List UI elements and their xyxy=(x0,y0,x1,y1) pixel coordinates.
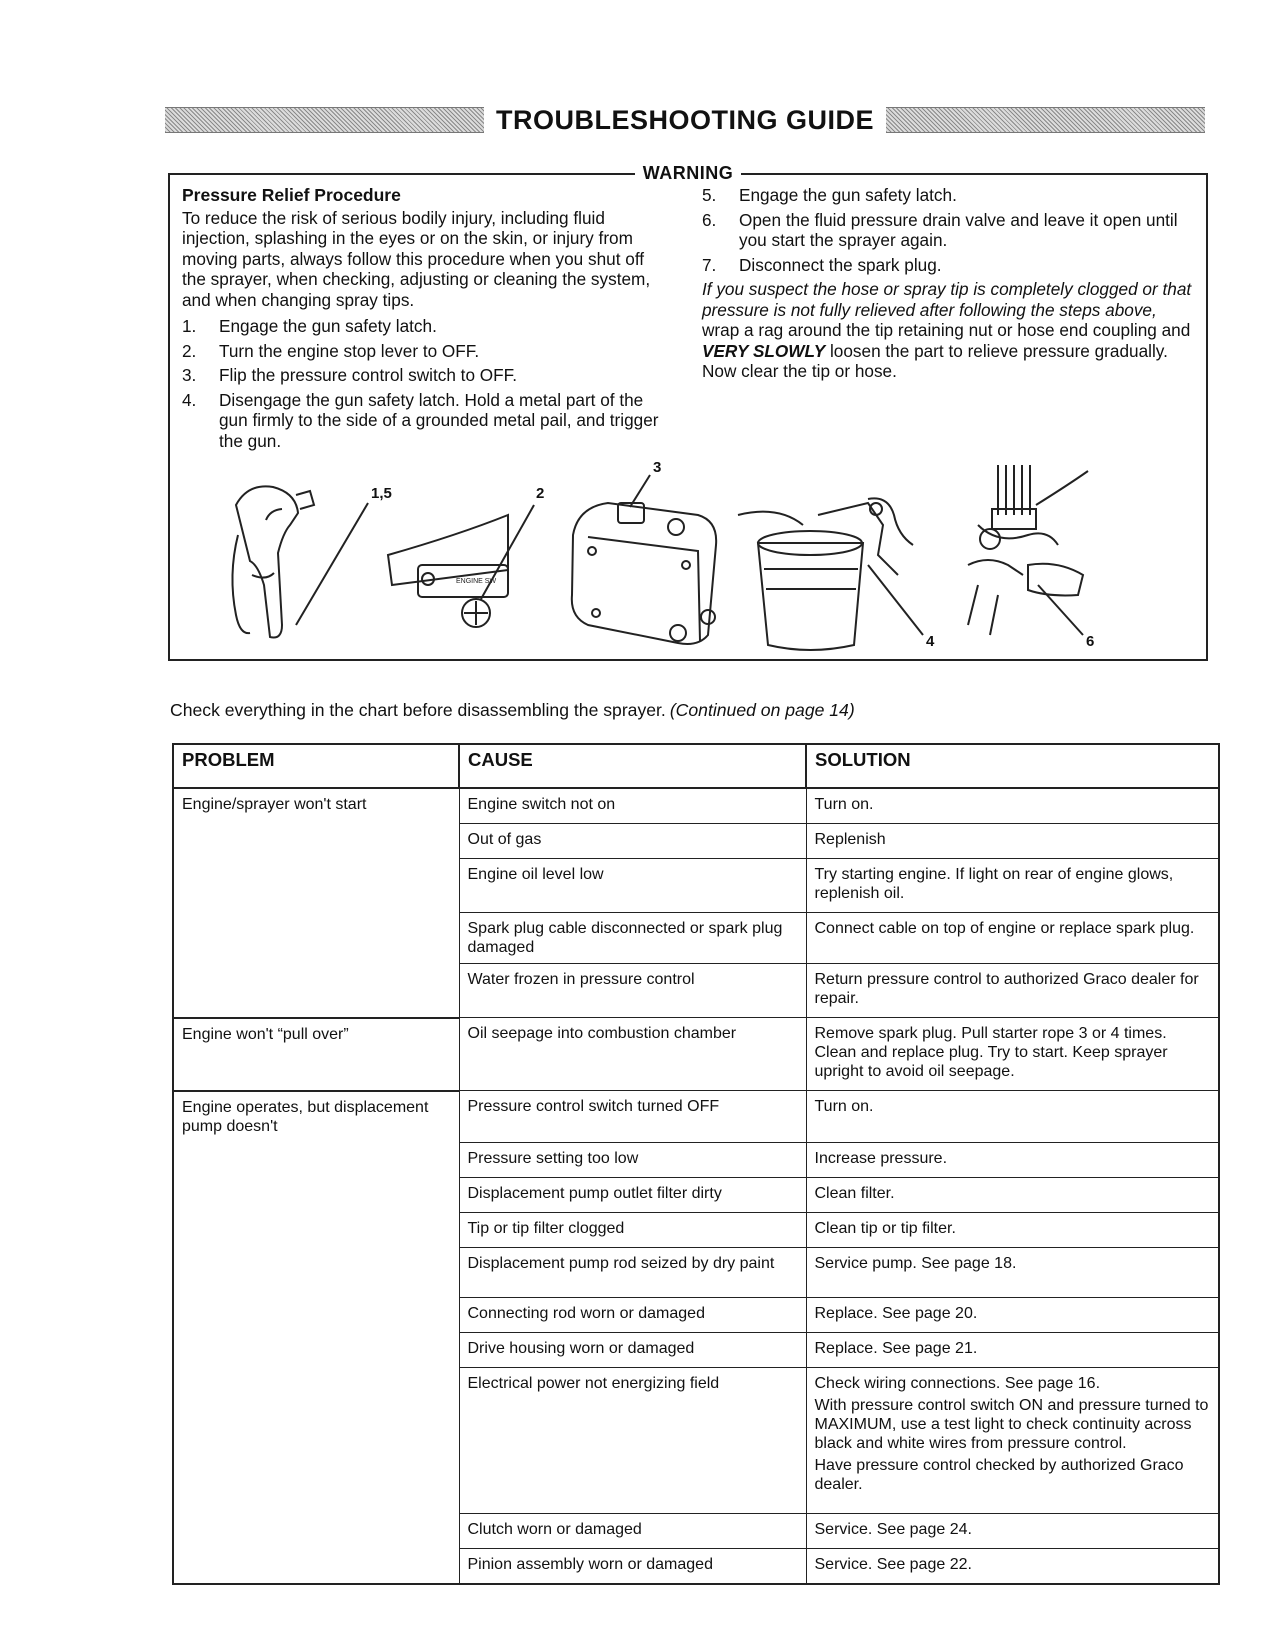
solution-text: Service. See page 24. xyxy=(814,1521,972,1538)
warning-label: WARNING xyxy=(635,163,742,183)
cause-cell: Clutch worn or damaged xyxy=(459,1514,806,1549)
callout-line-6 xyxy=(1038,585,1083,635)
cause-cell: Water frozen in pressure control xyxy=(459,964,806,1018)
table-header-row xyxy=(173,744,1219,788)
solution-cell xyxy=(806,824,1219,859)
problem-cell: Engine/sprayer won't start xyxy=(173,788,459,1018)
cause-cell: Drive housing worn or damaged xyxy=(459,1333,806,1368)
solution-cell xyxy=(806,964,1219,1018)
procedure-illustrations xyxy=(178,459,1200,655)
solution-text: Turn on. xyxy=(814,796,874,813)
solution-cell xyxy=(806,1514,1219,1549)
cause-cell: Pressure setting too low xyxy=(459,1143,806,1178)
cause-cell: Out of gas xyxy=(459,824,806,859)
cause-cell: Displacement pump rod seized by dry paint xyxy=(459,1248,806,1298)
header-hatch-right xyxy=(886,107,1205,133)
table-row xyxy=(173,788,1219,824)
solution-cell xyxy=(806,788,1219,824)
cause-cell: Engine switch not on xyxy=(459,788,806,824)
cause-cell: Spark plug cable disconnected or spark plug damaged xyxy=(459,913,806,964)
solution-text: Replenish xyxy=(814,831,886,848)
callout-1-5: 1,5 xyxy=(371,485,392,502)
solution-text: Clean tip or tip filter. xyxy=(814,1220,956,1237)
drain-valve-illustration xyxy=(968,465,1088,635)
callout-2: 2 xyxy=(536,485,545,502)
solution-text: Try starting engine. If light on rear of engine glows, replenish oil. xyxy=(814,866,1174,902)
warning-right-column xyxy=(702,185,1192,388)
page-header xyxy=(165,103,1205,137)
solution-text: Service pump. See page 18. xyxy=(814,1255,1017,1272)
callout-line-1-5 xyxy=(296,503,368,625)
callout-4: 4 xyxy=(926,633,935,650)
solution-cell xyxy=(806,1018,1219,1091)
solution-cell xyxy=(806,1333,1219,1368)
illustration-strip xyxy=(178,465,1200,655)
step-item: 7. Disconnect the spark plug. xyxy=(702,254,942,275)
solution-text: Remove spark plug. Pull starter rope 3 or 4 times. Clean and replace plug. Try to start. Keep sprayer upright to avoid oil seepage. xyxy=(814,1025,1168,1080)
step-item: 6. Open the fluid pressure drain valve and leave it open until you start the sprayer again. xyxy=(702,209,1178,250)
solution-cell xyxy=(806,1091,1219,1143)
steps-list-right xyxy=(702,185,1192,275)
cause-cell: Connecting rod worn or damaged xyxy=(459,1298,806,1333)
solution-text: Service. See page 22. xyxy=(814,1556,972,1573)
solution-cell xyxy=(806,1368,1219,1514)
engine-switch-label: ENGINE SW xyxy=(456,578,497,585)
table-row xyxy=(173,1091,1219,1143)
cause-cell: Tip or tip filter clogged xyxy=(459,1213,806,1248)
solution-cell xyxy=(806,1143,1219,1178)
pressure-relief-intro: To reduce the risk of serious bodily injury, including fluid injection, splashing in the eyes or on the skin, or injury from moving parts, always follow this procedure when you shut off the sprayer, when checking, adjusting or cleaning the system, and when changing spray tips. xyxy=(182,207,651,310)
solution-text: Increase pressure. xyxy=(814,1150,948,1167)
problem-cell: Engine won't “pull over” xyxy=(173,1018,459,1091)
solution-text: Replace. See page 20. xyxy=(814,1305,978,1322)
grounded-pail-illustration xyxy=(738,498,913,650)
troubleshooting-table xyxy=(172,743,1220,1585)
cause-cell: Oil seepage into combustion chamber xyxy=(459,1018,806,1091)
header-solution: SOLUTION xyxy=(806,744,1219,788)
continued-note: (Continued on page 14) xyxy=(669,700,855,720)
warning-box xyxy=(168,163,1208,661)
engine-stop-lever-illustration xyxy=(388,515,508,627)
callout-3: 3 xyxy=(653,459,662,476)
pressure-relief-heading: Pressure Relief Procedure xyxy=(182,185,401,205)
solution-text: Check wiring connections. See page 16. xyxy=(814,1375,1101,1392)
step-item: 2. Turn the engine stop lever to OFF. xyxy=(182,340,480,361)
pressure-control-box-illustration xyxy=(572,503,716,644)
header-cause: CAUSE xyxy=(459,744,806,788)
callout-line-4 xyxy=(868,565,923,635)
solution-cell xyxy=(806,859,1219,913)
header-hatch-left xyxy=(165,107,484,133)
step-item: 5. Engage the gun safety latch. xyxy=(702,185,957,205)
problem-cell: Engine operates, but displacement pump doesn't xyxy=(173,1091,459,1585)
solution-cell xyxy=(806,1248,1219,1298)
solution-text: Clean filter. xyxy=(814,1185,895,1202)
solution-text: Turn on. xyxy=(814,1098,874,1115)
warning-left-column xyxy=(182,185,660,455)
solution-cell xyxy=(806,1213,1219,1248)
solution-cell xyxy=(806,1178,1219,1213)
step-item: 4. Disengage the gun safety latch. Hold a metal part of the gun firmly to the side of a grounded metal pail, and trigger the gun. xyxy=(182,389,659,451)
step-item: 3. Flip the pressure control switch to OFF. xyxy=(182,365,518,385)
check-instruction: Check everything in the chart before disassembling the sprayer. (Continued on page 14) xyxy=(170,700,855,720)
cause-cell: Engine oil level low xyxy=(459,859,806,913)
cause-cell: Pinion assembly worn or damaged xyxy=(459,1549,806,1585)
table-row xyxy=(173,1018,1219,1091)
solution-text: Replace. See page 21. xyxy=(814,1340,978,1357)
solution-cell xyxy=(806,1549,1219,1585)
cause-cell: Displacement pump outlet filter dirty xyxy=(459,1178,806,1213)
cause-cell: Electrical power not energizing field xyxy=(459,1368,806,1514)
solution-text: Return pressure control to authorized Graco dealer for repair. xyxy=(814,971,1199,1007)
solution-text: With pressure control switch ON and pressure turned to MAXIMUM, use a test light to check continuity across black and white wires from pressure control. xyxy=(814,1397,1209,1452)
solution-cell xyxy=(806,913,1219,964)
clogged-note: If you suspect the hose or spray tip is completely clogged or that pressure is not fully relieved after following the steps above, wrap a rag around the tip retaining nut or hose end coupling and VERY SLOWLY loosen the part to relieve pressure gradually. Now clear the tip or hose. xyxy=(702,279,1192,381)
steps-list-left xyxy=(182,316,660,451)
callout-6: 6 xyxy=(1086,633,1095,650)
solution-text: Have pressure control checked by authorized Graco dealer. xyxy=(814,1457,1184,1493)
solution-text: Connect cable on top of engine or replace spark plug. xyxy=(814,920,1195,937)
page-title: TROUBLESHOOTING GUIDE xyxy=(496,104,875,135)
table-body xyxy=(173,788,1219,1584)
header-problem: PROBLEM xyxy=(173,744,459,788)
solution-cell xyxy=(806,1298,1219,1333)
cause-cell: Pressure control switch turned OFF xyxy=(459,1091,806,1143)
step-item: 1. Engage the gun safety latch. xyxy=(182,316,437,336)
